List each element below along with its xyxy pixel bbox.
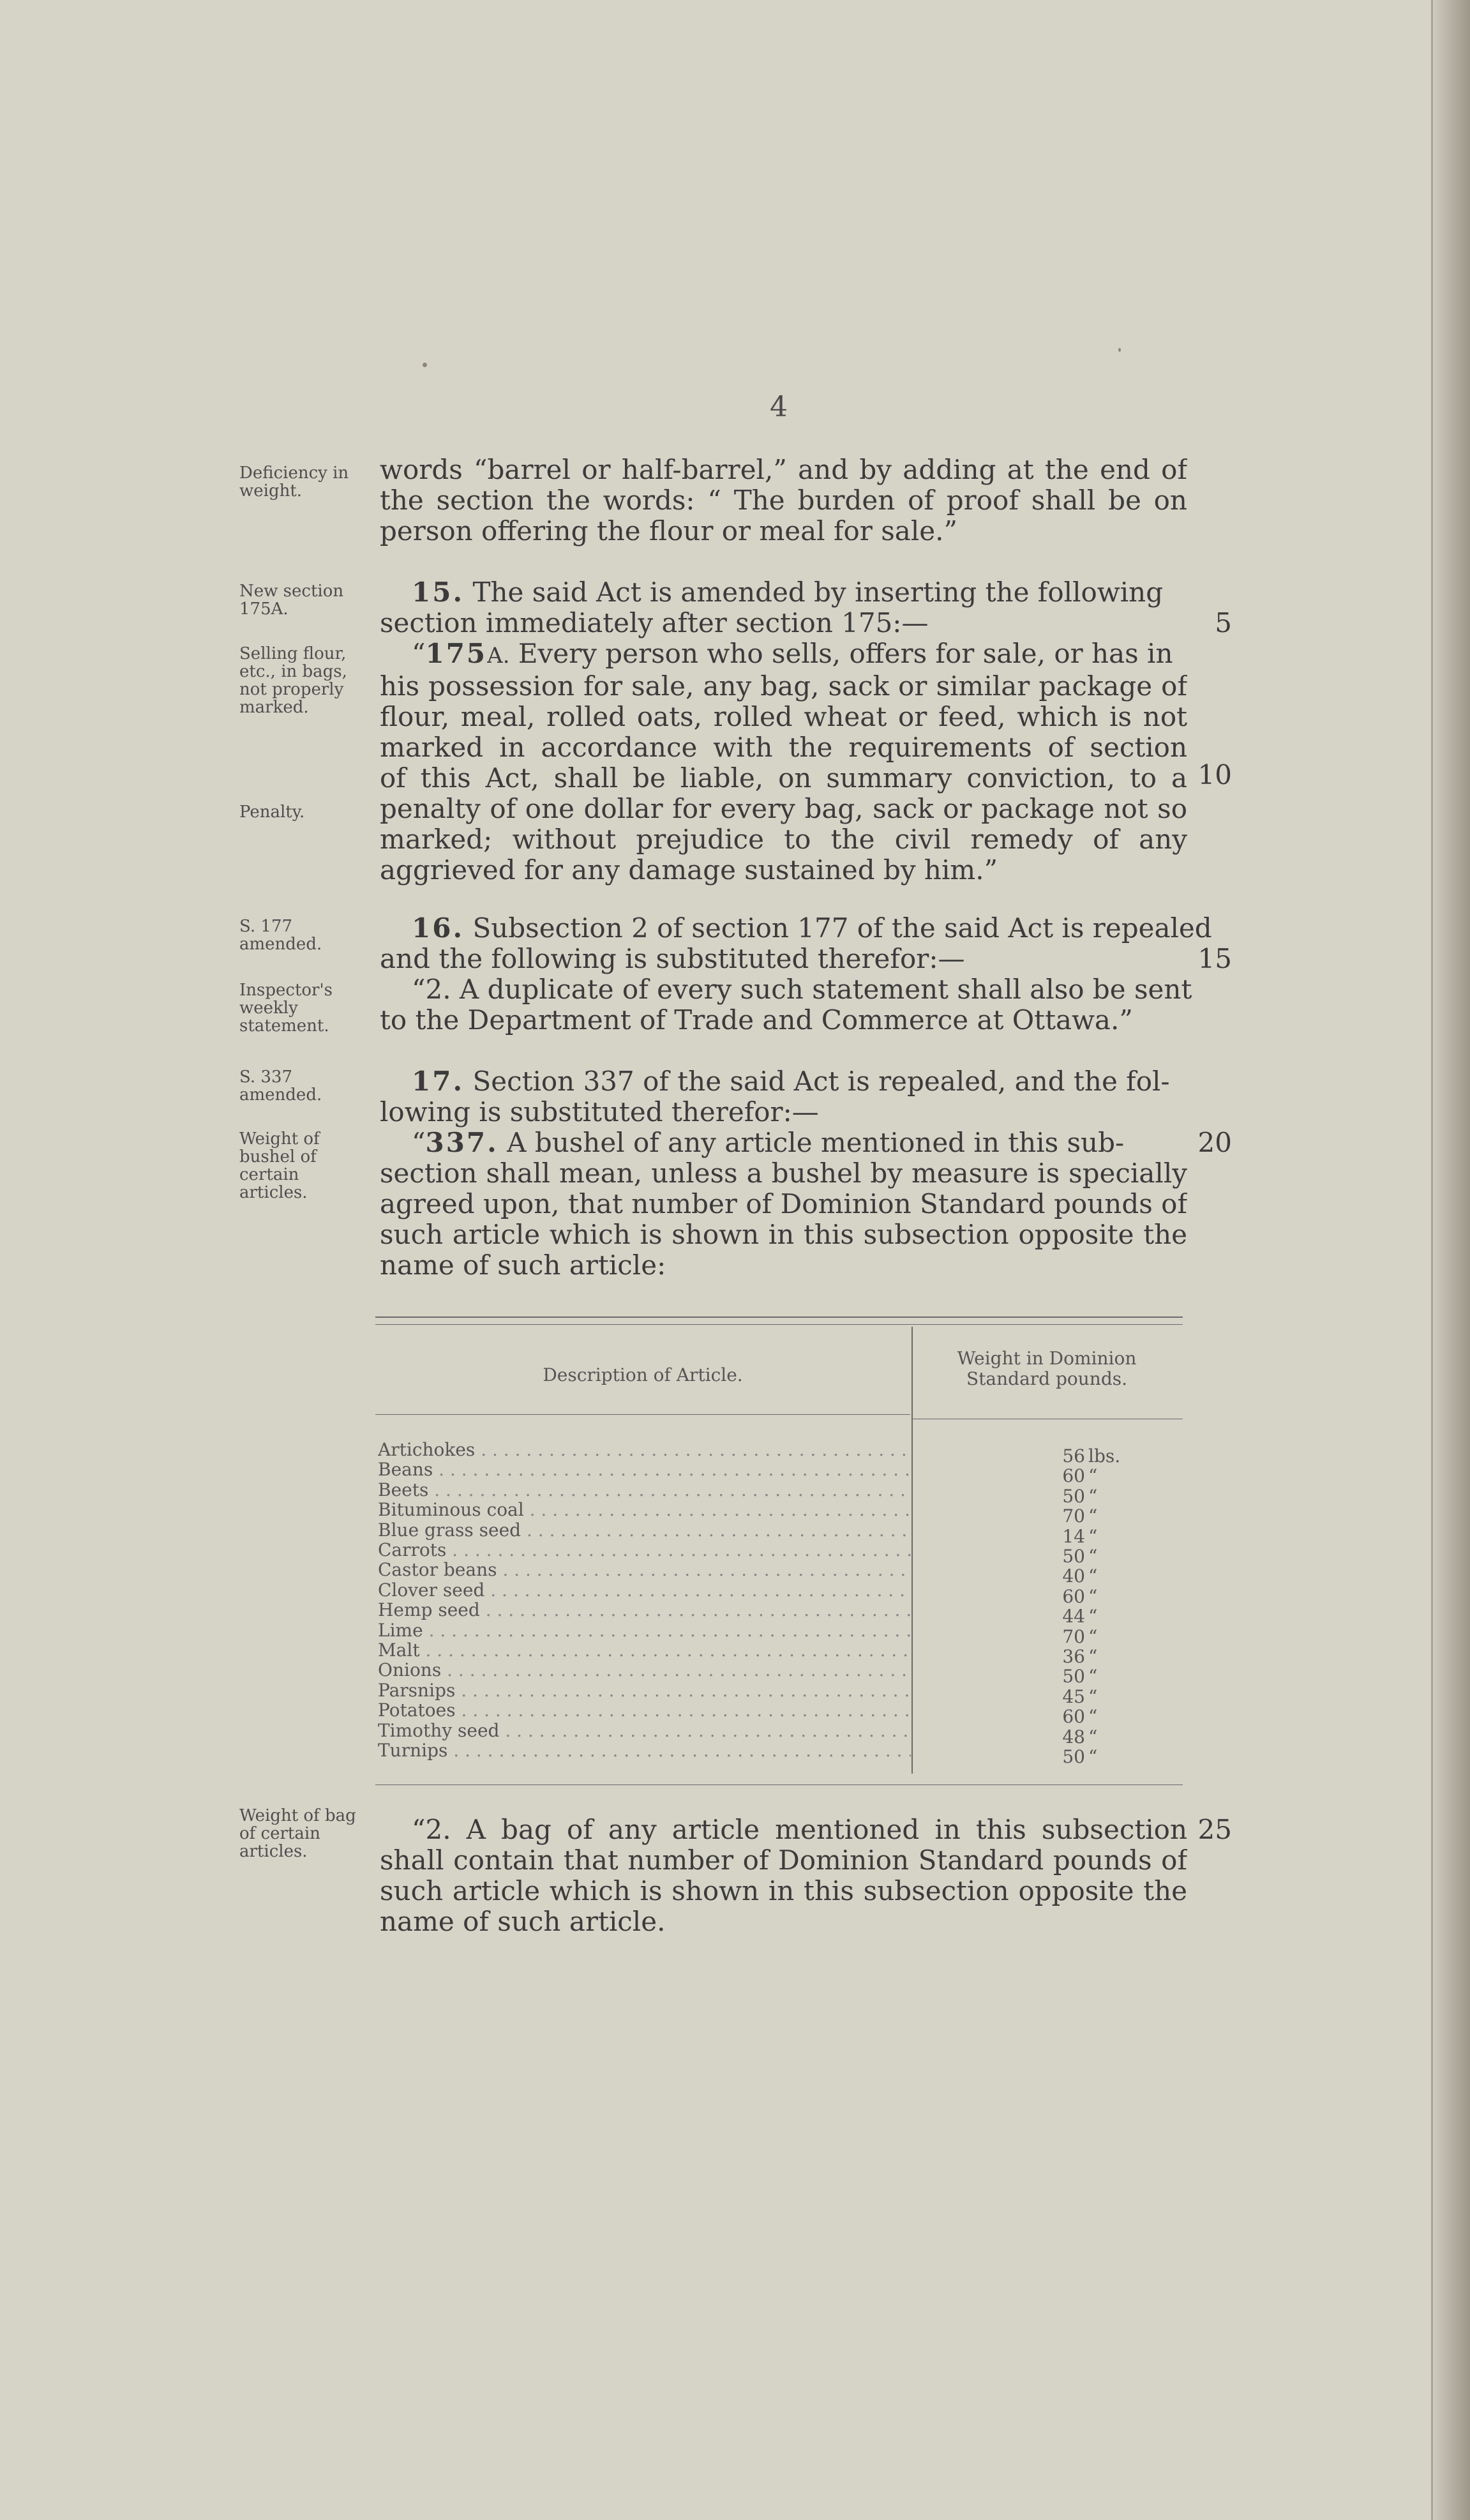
text-line — [380, 1128, 1187, 1158]
text-line — [380, 577, 1187, 608]
article-name: Clover seed . . . — [378, 1580, 911, 1600]
article-name: Malt . . . — [378, 1640, 911, 1660]
article-weight: 60 — [1062, 1706, 1085, 1727]
article-weight: 70 — [1062, 1505, 1085, 1527]
table-row — [378, 1480, 911, 1500]
article-name: Turnips . . . — [378, 1740, 911, 1760]
weight-unit: “ — [1088, 1666, 1098, 1687]
table-row — [378, 1560, 911, 1580]
text-line: penalty of one dollar for every bag, sack or package not so — [380, 794, 1187, 824]
article-weight: 50 — [1062, 1546, 1085, 1567]
paper-speck — [1118, 348, 1121, 352]
article-name: Potatoes . . . — [378, 1700, 911, 1720]
article-weight: 14 — [1062, 1526, 1085, 1547]
table-row — [378, 1620, 911, 1640]
table-row — [378, 1520, 911, 1540]
article-name: Artichokes . . . — [378, 1440, 911, 1460]
article-name: Lime . . . — [378, 1620, 911, 1640]
article-weight: 50 — [1062, 1486, 1085, 1507]
weight-unit: “ — [1088, 1686, 1098, 1707]
weight-unit: “ — [1088, 1486, 1098, 1507]
article-weight: 50 — [1062, 1666, 1085, 1687]
weight-unit: “ — [1088, 1566, 1098, 1587]
page-number: 4 — [770, 391, 788, 423]
paragraph-continuation — [380, 455, 1187, 547]
sidenote-new-section: New section 175A. — [239, 582, 344, 619]
article-weight: 44 — [1062, 1606, 1085, 1627]
table-row — [378, 1640, 911, 1660]
weight-unit: “ — [1088, 1726, 1098, 1747]
text-line: marked; without prejudice to the civil remedy of any — [380, 824, 1187, 855]
article-weight: 48 — [1062, 1726, 1085, 1747]
table-top-rule — [375, 1317, 1183, 1318]
section-number: 337. — [425, 1127, 499, 1158]
sidenote-s177: S. 177 amended. — [239, 917, 322, 954]
weight-unit: “ — [1088, 1505, 1098, 1527]
section-text: Every person who sells, offers for sale, or has in — [518, 638, 1173, 669]
text-line: “2. A duplicate of every such statement shall also be sent — [412, 974, 1192, 1005]
article-name: Bituminous coal . . . — [378, 1500, 911, 1520]
line-number: 5 — [1215, 607, 1232, 638]
text-line: aggrieved for any damage sustained by him.” — [380, 854, 998, 886]
article-weight: 50 — [1062, 1746, 1085, 1767]
table-row — [378, 1580, 911, 1600]
text-line: name of such article. — [380, 1906, 666, 1937]
section-number: 15. — [412, 577, 465, 608]
section-text: The said Act is amended by inserting the following — [472, 577, 1164, 608]
section-text: A bushel of any article mentioned in this sub- — [507, 1127, 1125, 1158]
table-row — [378, 1500, 911, 1520]
sidenote-inspector: Inspector's weekly statement. — [239, 981, 333, 1036]
sidenote-s337: S. 337 amended. — [239, 1068, 322, 1105]
text-line: the section the words: “ The burden of proof shall be on — [380, 485, 1187, 516]
article-weight: 56 — [1062, 1445, 1085, 1467]
weight-unit: “ — [1088, 1546, 1098, 1567]
article-weight: 45 — [1062, 1686, 1085, 1707]
sidenote-weight-bag: Weight of bag of certain articles. — [239, 1806, 356, 1861]
text-line: and the following is substituted therefor:— — [380, 943, 965, 974]
section-number: 17. — [412, 1066, 465, 1097]
article-name: Castor beans . . . — [378, 1560, 911, 1580]
table-row — [378, 1700, 911, 1720]
article-weight: 60 — [1062, 1586, 1085, 1607]
table-row — [378, 1540, 911, 1560]
table-row — [378, 1721, 911, 1740]
table-header-rule-left — [375, 1414, 910, 1415]
article-name: Hemp seed . . . — [378, 1600, 911, 1620]
text-line — [380, 912, 1212, 944]
section-number: 175 — [425, 638, 488, 669]
section-text: Section 337 of the said Act is repealed, and the fol- — [472, 1066, 1170, 1097]
line-number: 10 — [1197, 759, 1232, 790]
article-name: Carrots . . . — [378, 1540, 911, 1560]
article-weight: 40 — [1062, 1566, 1085, 1587]
sidenote-penalty: Penalty. — [239, 803, 305, 822]
weight-unit: “ — [1088, 1465, 1098, 1486]
text-line: to the Department of Trade and Commerce at Ottawa.” — [380, 1004, 1133, 1036]
section-text: Subsection 2 of section 177 of the said Act is repealed — [472, 912, 1212, 944]
article-name: Beets . . . — [378, 1480, 911, 1500]
section-17 — [380, 1066, 1187, 1281]
article-weight: 36 — [1062, 1646, 1085, 1667]
weight-unit: “ — [1088, 1606, 1098, 1627]
text-line: his possession for sale, any bag, sack or similar package of — [380, 671, 1187, 702]
section-suffix: A. — [487, 643, 510, 668]
text-line: flour, meal, rolled oats, rolled wheat or feed, which is not — [380, 702, 1187, 732]
table-row — [378, 1460, 911, 1479]
subsection-2 — [380, 1815, 1187, 1937]
paper-speck — [423, 363, 427, 367]
text-line — [380, 1066, 1187, 1097]
weight-unit: “ — [1088, 1746, 1098, 1767]
section-15 — [380, 577, 1187, 886]
text-line: name of such article: — [380, 1249, 666, 1281]
text-line — [380, 638, 1187, 671]
table-header-description: Description of Article. — [543, 1364, 743, 1385]
text-line: person offering the flour or meal for sale.” — [380, 515, 957, 547]
text-line: shall contain that number of Dominion Standard pounds of — [380, 1845, 1187, 1876]
text-line: section immediately after section 175:— — [380, 607, 929, 638]
table-row — [378, 1660, 911, 1680]
text-line: marked in accordance with the requirements of section — [380, 732, 1187, 763]
text-line: words “barrel or half-barrel,” and by adding at the end of — [380, 455, 1187, 485]
table-bottom-rule — [375, 1784, 1183, 1785]
article-name: Onions . . . — [378, 1660, 911, 1680]
table-row — [378, 1440, 911, 1460]
table-row — [378, 1740, 911, 1760]
sidenote-weight-bushel: Weight of bushel of certain articles. — [239, 1129, 320, 1202]
sidenote-selling-flour: Selling flour, etc., in bags, not properly marked. — [239, 644, 347, 717]
text-line: section shall mean, unless a bushel by measure is specially — [380, 1158, 1187, 1189]
line-number: 20 — [1197, 1127, 1232, 1158]
page-edge — [1433, 0, 1470, 2520]
table-header-weight: Weight in Dominion Standard pounds. — [957, 1348, 1137, 1389]
article-weight: 60 — [1062, 1465, 1085, 1486]
sidenote-deficiency: Deficiency in weight. — [239, 464, 349, 501]
table-row — [378, 1600, 911, 1620]
text-line: such article which is shown in this subsection opposite the — [380, 1876, 1187, 1906]
article-name: Parsnips . . . — [378, 1680, 911, 1700]
article-weight: 70 — [1062, 1626, 1085, 1647]
weight-unit: “ — [1088, 1526, 1098, 1547]
table-row — [378, 1680, 911, 1700]
weight-unit: “ — [1088, 1586, 1098, 1607]
text-line: of this Act, shall be liable, on summary conviction, to a — [380, 763, 1187, 794]
text-line: “2. A bag of any article mentioned in this subsection — [412, 1815, 1187, 1845]
table-column-divider — [911, 1327, 913, 1774]
weight-unit: “ — [1088, 1706, 1098, 1727]
text-line: such article which is shown in this subsection opposite the — [380, 1219, 1187, 1250]
weight-unit: lbs. — [1088, 1445, 1121, 1467]
text-line: agreed upon, that number of Dominion Standard pounds of — [380, 1189, 1187, 1219]
article-name: Beans . . . — [378, 1460, 911, 1479]
article-name: Timothy seed . . . — [378, 1721, 911, 1740]
line-number: 25 — [1197, 1814, 1232, 1845]
section-number: 16. — [412, 912, 465, 944]
quote-mark: “ — [412, 1127, 426, 1158]
table-top-rule-inner — [375, 1324, 1183, 1325]
section-16 — [380, 912, 1212, 1036]
quote-mark: “ — [412, 638, 426, 669]
line-number: 15 — [1197, 943, 1232, 974]
weight-unit: “ — [1088, 1646, 1098, 1667]
weight-unit: “ — [1088, 1626, 1098, 1647]
article-name: Blue grass seed . . . — [378, 1520, 911, 1540]
text-line: lowing is substituted therefor:— — [380, 1096, 819, 1128]
